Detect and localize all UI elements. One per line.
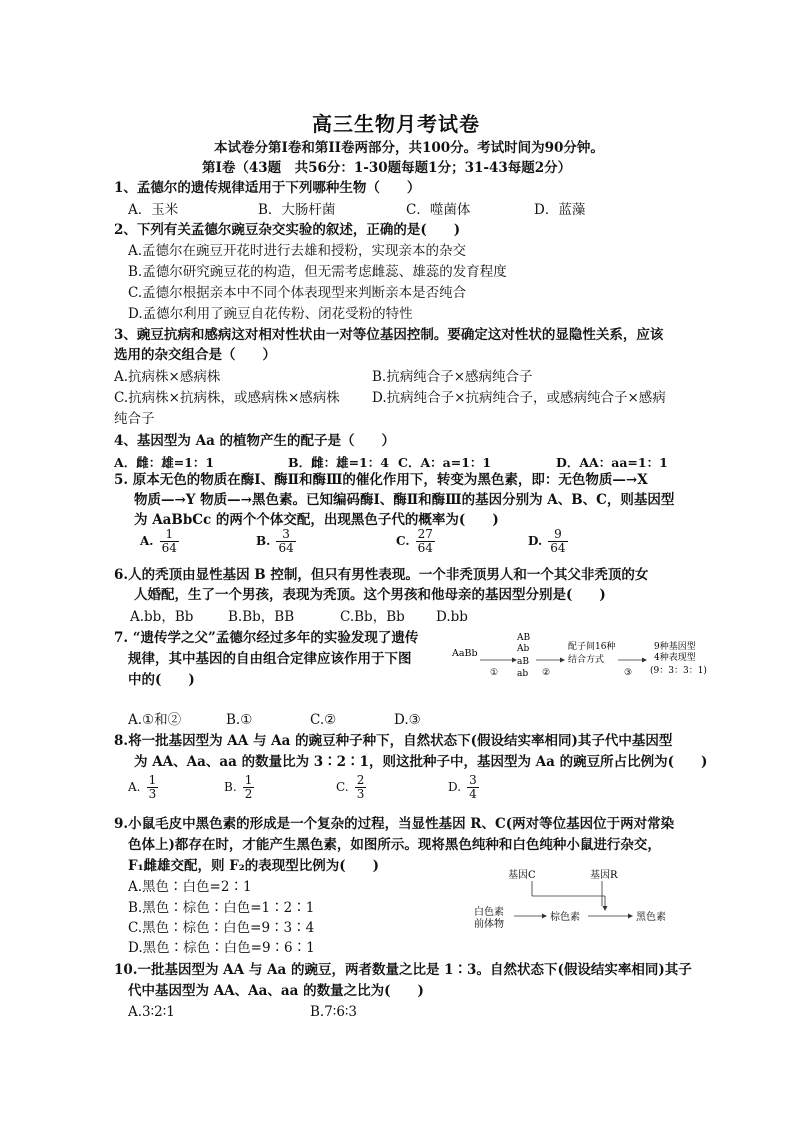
question-1-option-d: D．蓝藻	[534, 202, 586, 218]
question-4-option-d: D．AA：aa=1：1	[556, 455, 668, 470]
question-1-option-b: B．大肠杆菌	[258, 202, 336, 218]
question-6-option-a: A.bb，Bb	[130, 609, 194, 625]
question-7-option-c: C.②	[310, 712, 337, 728]
question-8-option-d	[448, 774, 479, 801]
melanin-pathway-diagram	[470, 866, 700, 934]
diagram-mid-line1: 配子间16种	[568, 642, 616, 652]
option-label: C.	[396, 534, 410, 548]
question-4-option-c: C．A：a=1：1	[398, 455, 492, 470]
question-3-option-d: D.抗病纯合子×抗病纯合子，或感病纯合子×感病	[372, 390, 666, 406]
question-2-option-d: D.孟德尔利用了豌豆自花传粉、闭花受粉的特性	[128, 306, 413, 322]
question-10-option-a: A.3∶2∶1	[128, 1004, 175, 1020]
denominator: 3	[356, 787, 365, 801]
denominator: 64	[550, 541, 566, 555]
question-9-line1: 9.小鼠毛皮中黑色素的形成是一个复杂的过程，当显性基因 R、C(两对等位基因位于两对常染	[114, 816, 675, 832]
question-8-option-b	[224, 774, 254, 801]
question-5-line2: 物质—→Y 物质—→黑色素。已知编码酶Ⅰ、酶Ⅱ和酶Ⅲ的基因分别为 A、B、C，则基因型	[134, 492, 675, 508]
fraction	[548, 528, 567, 555]
numerator: 1	[244, 773, 253, 787]
fraction	[276, 528, 295, 555]
question-6-line1: 6.人的秃顶由显性基因 B 控制，但只有男性表现。一个非秃顶男人和一个其父非秃顶的女	[114, 567, 649, 583]
question-5-option-d	[528, 528, 568, 555]
option-label: B.	[256, 534, 271, 548]
question-9-line2: 色体上)都存在时，才能产生黑色素，如图所示。现将黑色纯种和白色纯种小鼠进行杂交，	[128, 837, 661, 853]
question-3-stem-line1: 3、豌豆抗病和感病这对相对性状由一对等位基因控制。要确定这对性状的显隐性关系，应该	[114, 327, 664, 343]
question-1-option-c: C．噬菌体	[406, 202, 471, 218]
diagram-black-pigment: 黑色素	[636, 912, 666, 923]
question-7-option-d: D.③	[394, 712, 421, 728]
numerator: 3	[282, 527, 290, 541]
question-7-line1: 7. “遗传学之父”孟德尔经过多年的实验发现了遗传	[114, 630, 419, 646]
option-label: D.	[448, 780, 462, 794]
diagram-step-2: ②	[542, 668, 551, 678]
question-6-option-c: C.Bb，Bb	[340, 609, 405, 625]
denominator: 64	[278, 541, 294, 555]
question-6-line2: 人婚配，生了一个男孩，表现为秃顶。这个男孩和他母亲的基因型分别是( )	[134, 587, 606, 603]
arrow-head-b	[628, 914, 633, 919]
question-10-line2: 代中基因型为 AA、Aa、aa 的数量之比为( )	[128, 983, 424, 999]
diagram-step-1: ①	[490, 668, 499, 678]
question-10-line1: 10.一批基因型为 AA 与 Aa 的豌豆，两者数量之比是 1∶3。自然状态下(假设结实率相同)其子	[114, 962, 692, 978]
question-2-stem: 2、下列有关孟德尔豌豆杂交实验的叙述，正确的是( )	[114, 222, 461, 238]
numerator: 2	[356, 773, 365, 787]
diagram-gamete-1: AB	[517, 633, 531, 643]
question-3-stem-line2: 选用的杂交组合是（ ）	[114, 347, 276, 363]
diagram-gamete-4: ab	[517, 669, 529, 679]
fraction	[147, 774, 159, 801]
denominator: 3	[148, 787, 157, 801]
question-6-option-d: D.bb	[436, 609, 468, 625]
question-3-option-d-wrap: 纯合子	[114, 411, 155, 427]
gene-combination-diagram	[450, 628, 720, 684]
question-8-line1: 8.将一批基因型为 AA 与 Aa 的豌豆种子种下，自然状态下(假设结实率相同)其子代中基因型	[114, 733, 673, 749]
option-label: D.	[528, 534, 543, 548]
fraction	[160, 528, 179, 555]
question-5-option-a	[140, 528, 179, 555]
section-info: 第I卷（43题 共56分：1-30题每题1分；31-43每题2分）	[202, 160, 572, 176]
question-7-option-a: A.①和②	[128, 712, 182, 728]
question-1-option-a: A．玉米	[128, 202, 179, 218]
question-3-option-c: C.抗病株×抗病株，或感病株×感病株	[114, 390, 340, 406]
question-8-line2: 为 AA、Aa、aa 的数量比为 3∶2∶1，则这批种子中，基因型为 Aa 的豌豆所占比例为( )	[134, 754, 708, 770]
diagram-mid-line2: 结合方式	[568, 655, 605, 665]
question-9-line3: F₁雌雄交配，则 F₂的表现型比例为( )	[128, 858, 379, 874]
exam-info: 本试卷分第I卷和第II卷两部分，共100分。考试时间为90分钟。	[214, 140, 604, 156]
question-3-option-a: A.抗病株×感病株	[114, 369, 221, 385]
question-2-option-c: C.孟德尔根据亲本中不同个体表现型来判断亲本是否纯合	[128, 285, 467, 301]
question-2-option-a: A.孟德尔在豌豆开花时进行去雄和授粉，实现亲本的杂交	[128, 243, 467, 259]
page-title: 高三生物月考试卷	[312, 112, 480, 136]
fraction	[416, 528, 435, 555]
question-5-option-b	[256, 528, 296, 555]
numerator: 9	[554, 527, 562, 541]
denominator: 4	[469, 787, 477, 801]
diagram-end-line2: 4种表现型	[654, 653, 696, 663]
diagram-precursor-line2: 前体物	[474, 919, 504, 930]
numerator: 3	[469, 773, 477, 787]
diagram-start-genotype: AaBb	[452, 648, 478, 659]
option-label: B.	[224, 780, 237, 794]
question-8-option-c	[336, 774, 366, 801]
question-7-line2: 规律，其中基因的自由组合定律应该作用于下图	[128, 651, 412, 667]
diagram-gamete-3: aB	[517, 657, 529, 667]
question-4-stem: 4、基因型为 Aa 的植物产生的配子是（ ）	[114, 433, 396, 449]
question-8-option-a	[128, 774, 158, 801]
question-2-option-b: B.孟德尔研究豌豆花的构造，但无需考虑雌蕊、雄蕊的发育程度	[128, 264, 507, 280]
question-5-option-c	[396, 528, 435, 555]
arrow-head-3	[642, 658, 647, 663]
question-10-option-b: B.7∶6∶3	[310, 1004, 358, 1020]
diagram-brown-pigment: 棕色素	[550, 912, 580, 923]
question-9-option-d: D.黑色∶棕色∶白色=9∶6∶1	[128, 940, 315, 956]
question-5-line3: 为 AaBbCc 的两个个体交配，出现黑色子代的概率为( )	[134, 512, 499, 528]
question-5-line1: 5. 原本无色的物质在酶Ⅰ、酶Ⅱ和酶Ⅲ的催化作用下，转变为黑色素，即：无色物质—→X	[114, 472, 648, 488]
numerator: 27	[417, 527, 433, 541]
question-7-line3: 中的( )	[128, 672, 195, 688]
question-4-option-a: A．雌：雄=1：1	[114, 455, 215, 470]
diagram-precursor-line1: 白色素	[474, 907, 504, 918]
diagram-end-line1: 9种基因型	[654, 642, 696, 652]
option-label: A.	[140, 534, 154, 548]
question-6-option-b: B.Bb，BB	[228, 609, 295, 625]
question-7-option-b: B.①	[226, 712, 253, 728]
gene-c-arrow-head	[603, 906, 608, 911]
question-9-option-a: A.黑色∶白色=2∶1	[128, 879, 252, 895]
arrow-head-2	[560, 658, 565, 663]
option-label: A.	[128, 780, 141, 794]
diagram-gene-c: 基因C	[508, 870, 536, 881]
question-4-option-b: B．雌：雄=1：4	[288, 455, 389, 470]
denominator: 2	[244, 787, 253, 801]
fraction	[355, 774, 367, 801]
question-9-option-b: B.黑色∶棕色∶白色=1∶2∶1	[128, 900, 315, 916]
diagram-gene-r: 基因R	[590, 870, 618, 881]
fraction	[243, 774, 255, 801]
numerator: 1	[148, 773, 157, 787]
denominator: 64	[161, 541, 177, 555]
question-3-option-b: B.抗病纯合子×感病纯合子	[372, 369, 533, 385]
diagram-step-3: ③	[624, 668, 633, 678]
question-9-option-c: C.黑色∶棕色∶白色=9∶3∶4	[128, 920, 315, 936]
option-label: C.	[336, 780, 349, 794]
fraction	[467, 774, 479, 801]
diagram-ratio: (9：3：3：1)	[650, 666, 707, 676]
denominator: 64	[417, 541, 433, 555]
diagram-gamete-2: Ab	[517, 644, 530, 654]
question-1-stem: 1、孟德尔的遗传规律适用于下列哪种生物（ ）	[114, 180, 421, 196]
numerator: 1	[165, 527, 174, 541]
arrow-head-a	[542, 914, 547, 919]
